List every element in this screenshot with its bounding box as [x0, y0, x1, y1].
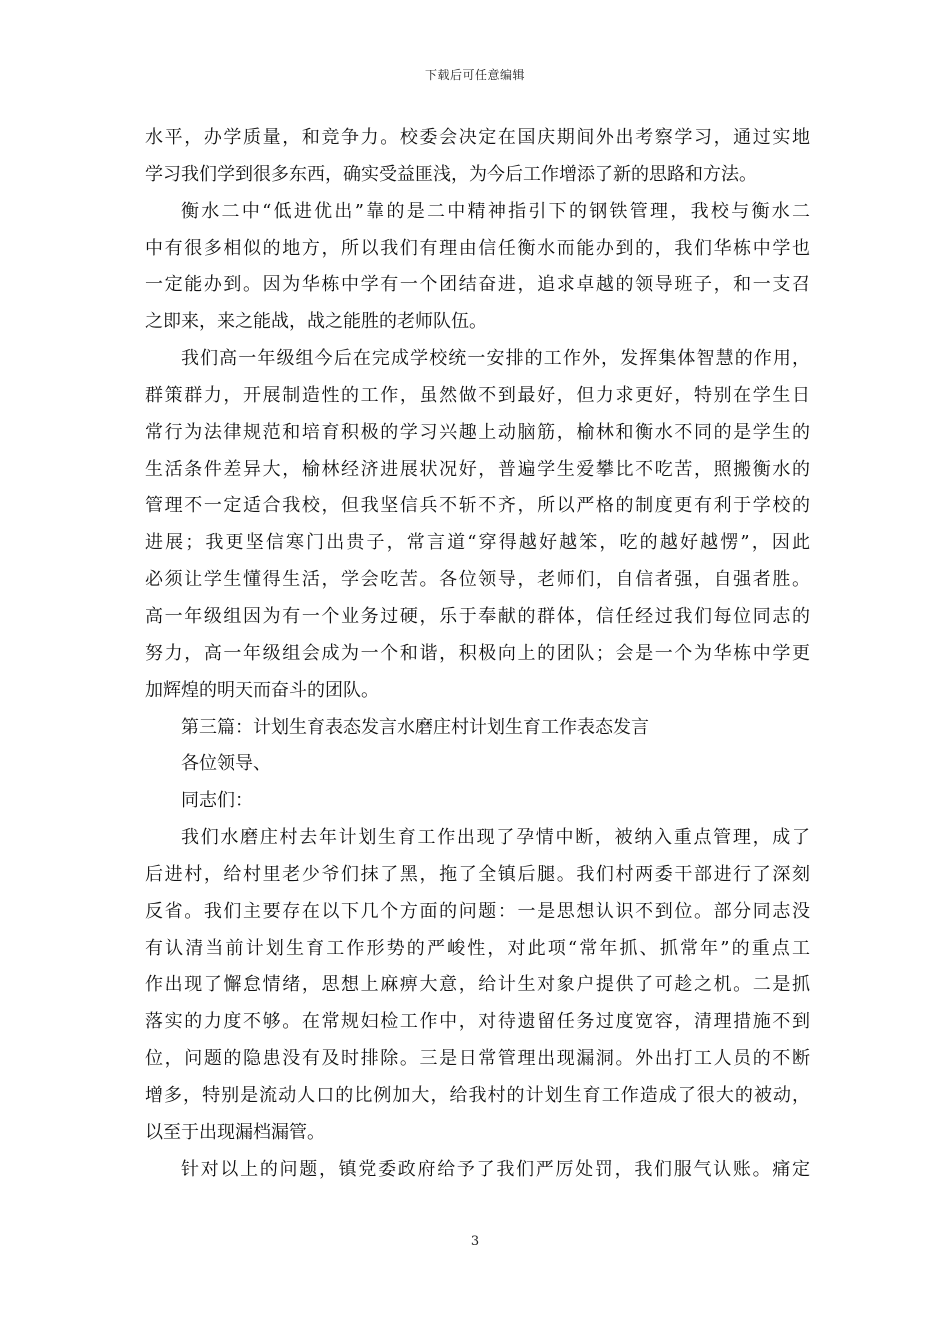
- text-line: 有认清当前计划生育工作形势的严峻性，对此项“常年抓、抓常年”的重点工: [145, 937, 810, 959]
- text-line: 努力，高一年级组会成为一个和谐，积极向上的团队；会是一个为华栋中学更: [145, 642, 810, 664]
- text-line: 管理不一定适合我校，但我坚信兵不斩不齐，所以严格的制度更有利于学校的: [145, 495, 810, 517]
- text-line: 第三篇：计划生育表态发言水磨庄村计划生育工作表态发言: [181, 716, 649, 738]
- page-number: 3: [470, 1234, 480, 1249]
- text-line: 衡水二中“低进优出”靠的是二中精神指引下的钢铁管理，我校与衡水二: [181, 200, 810, 222]
- text-line: 常行为法律规范和培育积极的学习兴趣上动脑筋，榆林和衡水不同的是学生的: [145, 421, 810, 443]
- text-line: 必须让学生懂得生活，学会吃苦。各位领导，老师们，自信者强，自强者胜。: [145, 569, 810, 591]
- text-line: 针对以上的问题，镇党委政府给予了我们严厉处罚，我们服气认账。痛定: [181, 1158, 810, 1180]
- text-line: 以至于出现漏档漏管。: [145, 1121, 325, 1143]
- text-line: 之即来，来之能战，战之能胜的老师队伍。: [145, 311, 487, 333]
- text-line: 各位领导、: [181, 753, 271, 775]
- text-line: 我们高一年级组今后在完成学校统一安排的工作外，发挥集体智慧的作用，: [181, 348, 810, 370]
- text-line: 生活条件差异大，榆林经济进展状况好，普遍学生爱攀比不吃苦，照搬衡水的: [145, 458, 810, 480]
- document-body: [145, 120, 810, 1188]
- page-header: 下载后可任意编辑: [424, 68, 525, 82]
- text-line: 学习我们学到很多东西，确实受益匪浅，为今后工作增添了新的思路和方法。: [145, 163, 757, 185]
- text-line: 加辉煌的明天而奋斗的团队。: [145, 679, 379, 701]
- text-line: 水平，办学质量，和竞争力。校委会决定在国庆期间外出考察学习，通过实地: [145, 127, 810, 148]
- text-line: 位，问题的隐患没有及时排除。三是日常管理出现漏洞。外出打工人员的不断: [145, 1048, 810, 1070]
- text-line: 反省。我们主要存在以下几个方面的问题：一是思想认识不到位。部分同志没: [145, 900, 810, 922]
- text-line: 我们水磨庄村去年计划生育工作出现了孕情中断，被纳入重点管理，成了: [181, 827, 810, 849]
- text-line: 高一年级组因为有一个业务过硬，乐于奉献的群体，信任经过我们每位同志的: [145, 605, 810, 627]
- text-line: 作出现了懈怠情绪，思想上麻痹大意，给计生对象户提供了可趁之机。二是抓: [145, 974, 810, 996]
- text-line: 群策群力，开展制造性的工作，虽然做不到最好，但力求更好，特别在学生日: [145, 384, 810, 406]
- text-line: 一定能办到。因为华栋中学有一个团结奋进，追求卓越的领导班子，和一支召: [145, 274, 810, 296]
- text-line: 增多，特别是流动人口的比例加大，给我村的计划生育工作造成了很大的被动，: [145, 1084, 810, 1106]
- text-line: 同志们：: [181, 790, 253, 812]
- text-line: 进展；我更坚信寒门出贵子，常言道“穿得越好越笨，吃的越好越愣”，因此: [145, 532, 810, 554]
- text-line: 中有很多相似的地方，所以我们有理由信任衡水而能办到的，我们华栋中学也: [145, 237, 810, 259]
- text-line: 后进村，给村里老少爷们抹了黑，拖了全镇后腿。我们村两委干部进行了深刻: [145, 863, 810, 885]
- text-line: 落实的力度不够。在常规妇检工作中，对待遗留任务过度宽容，清理措施不到: [145, 1011, 810, 1033]
